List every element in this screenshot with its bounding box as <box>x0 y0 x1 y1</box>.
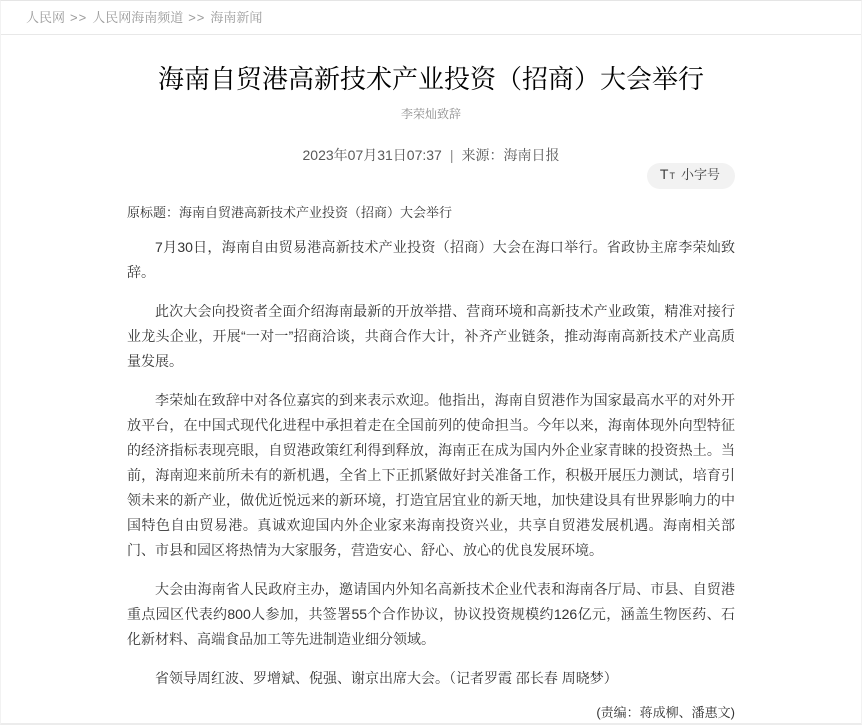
paragraph-1: 7月30日，海南自由贸易港高新技术产业投资（招商）大会在海口举行。省政协主席李荣灿致辞。 <box>127 239 735 280</box>
paragraph-2: 此次大会向投资者全面介绍海南最新的开放举措、营商环境和高新技术产业政策，精准对接行业龙头企业，开展“一对一”招商洽谈，共商合作大计，补齐产业链条，推动海南高新技术产业高质量发展。 <box>127 303 735 369</box>
font-size-icon: T <box>659 166 669 182</box>
paragraph-3: 李荣灿在致辞中对各位嘉宾的到来表示欢迎。他指出，海南自贸港作为国家最高水平的对外开放平台，在中国式现代化进程中承担着走在全国前列的使命担当。今年以来，海南体现外向型特征的经济指标表现亮眼，自贸港政策红利得到释放，海南正在成为国内外企业家青睐的投资热土。当前，海南迎来前所未有的新机遇，全省上下正抓紧做好封关准备工作，积极开展压力测试，培育引领未来的新产业，做优近悦远来的新环境，打造宜居宜业的新天地，加快建设具有世界影响力的中国特色自由贸易港。真诚欢迎国内外企业家来海南投资兴业，共享自贸港发展机遇。海南相关部门、市县和园区将热情为大家服务，营造安心、舒心、放心的优良发展环境。 <box>127 392 735 558</box>
breadcrumb-link-people[interactable]: 人民网 <box>26 10 66 25</box>
original-title-text: 海南自贸港高新技术产业投资（招商）大会举行 <box>179 205 453 220</box>
original-title-label: 原标题： <box>127 205 180 220</box>
article-content <box>127 61 735 721</box>
meta-divider: | <box>449 147 454 163</box>
paragraph-5: 省领导周红波、罗增斌、倪强、谢京出席大会。（记者罗霞 邵长春 周晓梦） <box>155 670 618 686</box>
font-size-icon-small: T <box>669 171 675 181</box>
article-toolbar <box>127 163 735 189</box>
font-size-button[interactable] <box>647 163 735 189</box>
publish-date: 2023年07月31日07:37 <box>302 147 442 163</box>
breadcrumb-link-hainan-news[interactable]: 海南新闻 <box>210 10 263 25</box>
source-name: 海南日报 <box>503 147 560 163</box>
original-title-line <box>127 205 735 221</box>
font-size-label: 小字号 <box>680 167 720 182</box>
breadcrumb-separator: >> <box>188 10 206 25</box>
article-body <box>127 235 735 691</box>
article-subtitle: 李荣灿致辞 <box>400 107 461 121</box>
breadcrumb-separator: >> <box>70 10 88 25</box>
source-label: 来源： <box>461 147 504 163</box>
breadcrumb-link-hainan-channel[interactable]: 人民网海南频道 <box>92 10 184 25</box>
paragraph-4: 大会由海南省人民政府主办，邀请国内外知名高新技术企业代表和海南各厅局、市县、自贸港重点园区代表约800人参加，共签署55个合作协议，协议投资规模约126亿元，涵盖生物医药、石化新材料、高端食品加工等先进制造业细分领域。 <box>127 581 735 647</box>
breadcrumb <box>1 1 861 35</box>
article-meta <box>127 147 735 163</box>
page-title: 海南自贸港高新技术产业投资（招商）大会举行 <box>157 64 704 94</box>
editor-note: (责编：蒋成柳、潘惠文) <box>596 705 735 720</box>
